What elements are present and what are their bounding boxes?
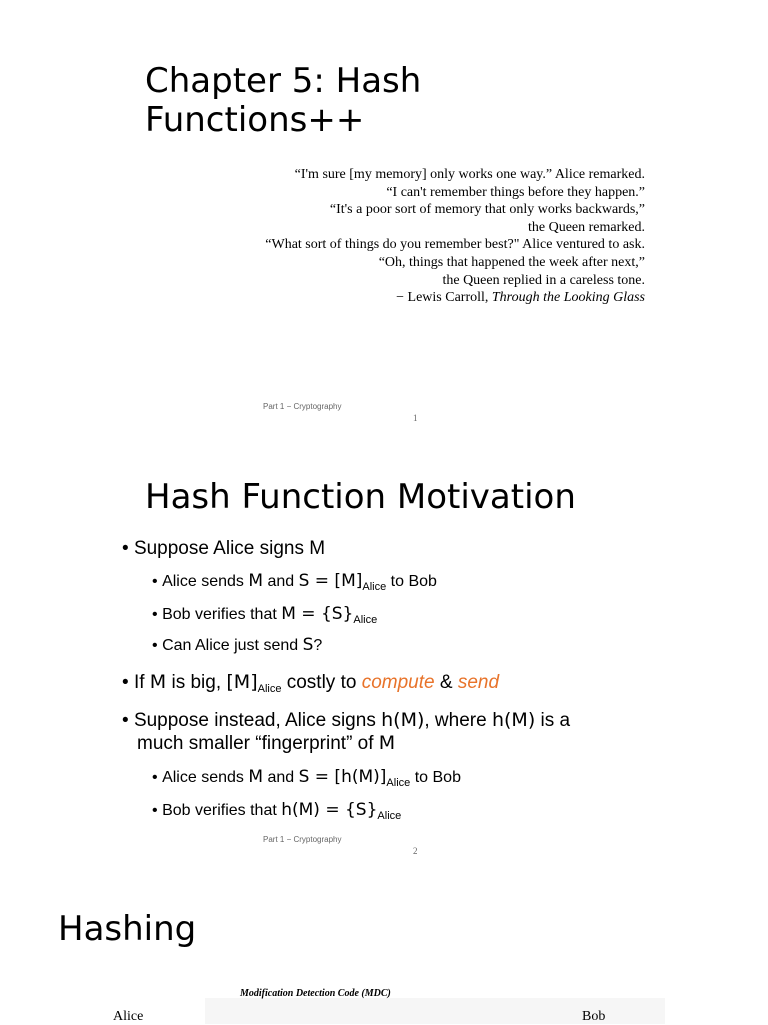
bullet-2-compute: compute: [361, 672, 435, 693]
quote-line: “Oh, things that happened the week after next,”: [378, 254, 645, 270]
slide2-page-number: 2: [413, 846, 418, 856]
bullet-1b-text: Bob verifies that: [162, 606, 282, 623]
bullet-1a-sub: Alice: [362, 581, 387, 593]
bullet-3a-expr: S = [h(M)]: [298, 767, 387, 787]
bullet-2-var: M: [149, 671, 167, 693]
bullet-3-tail: is a: [535, 710, 571, 731]
bullet-2: • If M is big, $[M]_{Alice}$ costly to compute & send: [122, 671, 500, 695]
bullet-3b: • Bob verifies that $h(M) = \{S\}_{Alice}$: [152, 800, 402, 822]
bullet-1a-var: M: [248, 571, 263, 591]
bullet-1c-post: ?: [313, 637, 323, 654]
bullet-1c-text: Can Alice just send: [162, 637, 303, 654]
bullet-3a-post: to Bob: [410, 769, 461, 786]
attribution-author: − Lewis Carroll,: [396, 290, 492, 306]
bullet-3a-var: M: [248, 767, 263, 787]
slide1-footer: Part 1 − Cryptography: [263, 402, 342, 411]
bullet-1-text: Suppose Alice signs M: [133, 538, 326, 559]
quote-line: the Queen replied in a careless tone.: [442, 272, 645, 288]
bullet-1c-var: S: [302, 635, 314, 655]
quote-line: “What sort of things do you remember best?" Alice ventured to ask.: [265, 237, 645, 253]
bullet-2-sub: Alice: [257, 683, 282, 695]
slide2-footer: Part 1 − Cryptography: [263, 835, 342, 844]
quote-line: “It's a poor sort of memory that only works backwards,”: [329, 202, 645, 218]
bullet-2-amp: &: [434, 672, 458, 693]
diagram-alice-label: Alice: [113, 1009, 144, 1024]
bullet-3-line2: much smaller “fingerprint” of: [137, 733, 379, 754]
bullet-1: • Suppose Alice signs M: [122, 538, 326, 559]
bullet-3-var: h(M): [381, 709, 425, 731]
bullet-2-costly: costly to: [281, 672, 362, 693]
slide1-title-line1: Chapter 5: Hash: [145, 61, 422, 101]
bullet-1b-expr: M = {S}: [281, 604, 354, 624]
bullet-3b-expr: h(M) = {S}: [281, 800, 378, 820]
slide2-title: Hash Function Motivation: [145, 477, 576, 517]
bullet-1a-expr: S = [M]: [298, 571, 363, 591]
bullet-3-where: , where: [424, 710, 492, 731]
bullet-3-m: M: [378, 732, 396, 754]
bullet-1c: • Can Alice just send S?: [152, 635, 323, 655]
bullet-2-text: If: [133, 672, 150, 693]
bullet-2-send: send: [457, 672, 500, 693]
bullet-2-expr: [M]: [226, 671, 258, 693]
bullet-2-mid: is big,: [166, 672, 227, 693]
attribution-work: Through the Looking Glass: [491, 290, 645, 306]
quote-attribution: [200, 289, 645, 307]
bullet-3a-and: and: [263, 769, 299, 786]
slide1-title-line2: Functions++: [145, 100, 365, 140]
quote-line: “I can't remember things before they happen.”: [386, 184, 645, 200]
slide1-page-number: 1: [413, 413, 418, 423]
bullet-3-text: Suppose instead, Alice signs: [133, 710, 382, 731]
quote-line: the Queen remarked.: [528, 219, 645, 235]
bullet-3-var2: h(M): [491, 709, 536, 731]
bullet-3a-text: Alice sends: [162, 769, 249, 786]
bullet-1a-and: and: [263, 573, 299, 590]
epigraph-quote: [200, 166, 645, 307]
slide3-title: Hashing: [58, 909, 197, 949]
bullet-1a-text: Alice sends: [162, 573, 249, 590]
diagram-caption: Modification Detection Code (MDC): [240, 988, 391, 999]
bullet-1a-post: to Bob: [386, 573, 437, 590]
bullet-3b-sub: Alice: [377, 810, 402, 822]
bullet-1a: • Alice sends M and $S = [M]_{Alice}$ to Bob: [152, 571, 437, 593]
bullet-3a: • Alice sends M and $S = [h(M)]_{Alice}$ to Bob: [152, 767, 461, 789]
bullet-1b: • Bob verifies that $M = \{S\}_{Alice}$: [152, 604, 378, 626]
bullet-3: • Suppose instead, Alice signs h(M), where h(M) is a much smaller “fingerprint” of M: [122, 709, 571, 754]
quote-line: “I'm sure [my memory] only works one way.” Alice remarked.: [294, 167, 645, 182]
bullet-1b-sub: Alice: [353, 614, 378, 626]
slide1-title: [145, 62, 565, 140]
bullet-3b-text: Bob verifies that: [162, 802, 282, 819]
bullet-3a-sub: Alice: [386, 777, 411, 789]
diagram-bob-label: Bob: [582, 1009, 606, 1024]
